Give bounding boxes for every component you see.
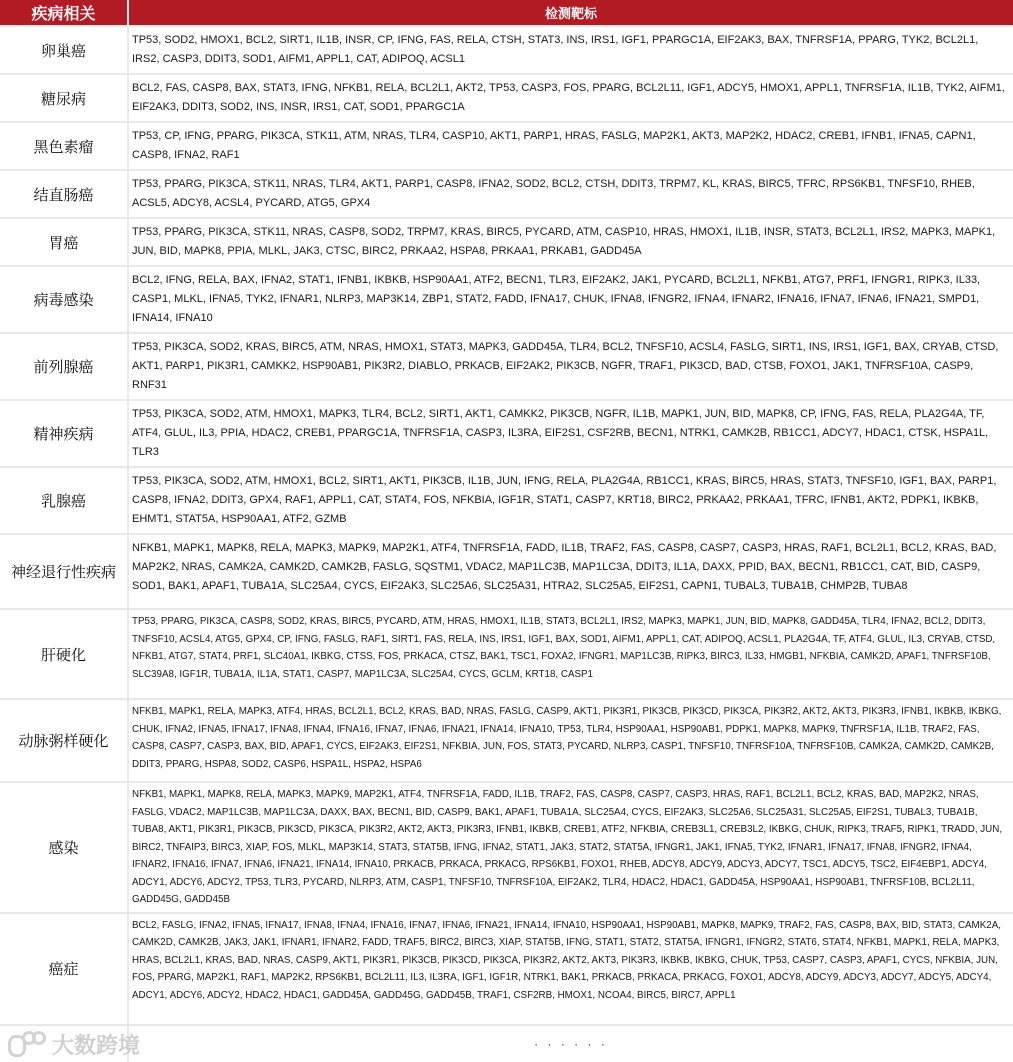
disease-name: 结直肠癌 — [0, 171, 127, 217]
disease-name: 胃癌 — [0, 219, 127, 265]
target-list: TP53, PIK3CA, SOD2, KRAS, BIRC5, ATM, NRAS, HMOX1, STAT3, MAPK3, GADD45A, TLR4, BCL2, TNFSF10, ACSL4, FASLG, SIRT1, INS, IRS1, IGF1, BAX, CRYAB, CTSD, AKT1, PARP1, PIK3R1, CAMKK2, HSP90AB1, PIK3R2, DIABLO, PRKACB, EIF2AK2, PIK3CB, NGFR, TRAF1, PIK3CD, BAD, CTSB, FOXO1, JAK1, TNFRSF10A, CASP9, RNF31 — [129, 334, 1013, 399]
disease-name: 乳腺癌 — [0, 468, 127, 533]
target-list: NFKB1, MAPK1, MAPK8, RELA, MAPK3, MAPK9, MAP2K1, ATF4, TNFRSF1A, FADD, IL1B, TRAF2, FAS, CASP8, CASP7, CASP3, HRAS, RAF1, BCL2L1, BCL2, KRAS, BAD, MAP2K2, NRAS, CAMK2A, CAMK2D, CAMK2B, FASLG, SQSTM1, VDAC2, MAP1LC3B, MAP1LC3A, DDIT3, IL1A, DAXX, PPID, BAX, BECN1, RB1CC1, CAT, BID, CASP9, SOD1, BAK1, APAF1, TUBA1A, SLC25A4, CYCS, EIF2AK3, SLC25A6, SLC25A31, HTRA2, SLC25A5, EIF2S1, CAPN1, TUBAL3, TUBA1B, CHMP2B, TUBA8 — [129, 535, 1013, 608]
target-list: TP53, PIK3CA, SOD2, ATM, HMOX1, BCL2, SIRT1, AKT1, PIK3CB, IL1B, JUN, IFNG, RELA, PLA2G4A, RB1CC1, KRAS, BIRC5, HRAS, STAT3, TNFSF10, IGF1, BAX, PARP1, CASP8, IFNA2, DDIT3, GPX4, RAF1, APPL1, CAT, STAT4, FOS, NFKBIA, IGF1R, STAT1, CASP7, KRT18, BIRC2, PRKAA2, PRKAA1, TFRC, IFNB1, AKT2, PDPK1, IKBKB, EHMT1, STAT5A, HSP90AA1, ATF2, GZMB — [129, 468, 1013, 533]
target-list: TP53, PPARG, PIK3CA, CASP8, SOD2, KRAS, BIRC5, PYCARD, ATM, HRAS, HMOX1, IL1B, STAT3, BCL2L1, IRS2, MAPK3, MAPK1, JUN, BID, MAPK8, GADD45A, TLR4, IFNA2, BCL2, DDIT3, TNFSF10, ACSL4, ATG5, GPX4, CP, IFNG, FASLG, RAF1, SIRT1, FAS, RELA, INS, IRS1, IGF1, BAX, SOD1, AIFM1, APPL1, CAT, ADIPOQ, ACSL1, PLA2G4A, TF, ATF4, GLUL, IL3, CRYAB, CTSD, NFKB1, ATG7, STAT4, PRF1, SLC40A1, IKBKG, CTSS, FOS, PRKACA, CTSZ, BAK1, TSC1, FOXA2, IFNGR1, MAP1LC3B, RIPK3, BIRC3, IL33, HMGB1, NFKBIA, CAMK2D, APAF1, TNFRSF10B, SLC39A8, IGF1R, TUBA1A, IL1A, STAT1, CASP7, MAP1LC3A, SLC25A4, CYCS, GCLM, KRT18, CASP1 — [129, 610, 1013, 698]
target-list: TP53, SOD2, HMOX1, BCL2, SIRT1, IL1B, INSR, CP, IFNG, FAS, RELA, CTSH, STAT3, INS, IRS1, IGF1, PPARGC1A, EIF2AK3, BAX, TNFRSF1A, PPARG, TYK2, BCL2L1, IRS2, CASP3, DDIT3, SOD1, AIFM1, APPL1, CAT, ADIPOQ, ACSL1 — [129, 27, 1013, 73]
header-targets: 检测靶标 — [129, 0, 1013, 25]
watermark-text: 大数跨境 — [52, 1032, 141, 1058]
disease-name: 动脉粥样硬化 — [0, 700, 127, 781]
target-list: TP53, PPARG, PIK3CA, STK11, NRAS, CASP8, SOD2, TRPM7, KRAS, BIRC5, PYCARD, ATM, CASP10, HRAS, HMOX1, IL1B, INSR, STAT3, BCL2L1, IRS2, MAPK3, MAPK1, JUN, BID, MAPK8, PPIA, MLKL, JAK3, CTSC, BIRC2, PRKAA2, HSPA8, PRKAA1, PRKAB1, GADD45A — [129, 219, 1013, 265]
empty-cell — [0, 1026, 127, 1062]
target-list: BCL2, IFNG, RELA, BAX, IFNA2, STAT1, IFNB1, IKBKB, HSP90AA1, ATF2, BECN1, TLR3, EIF2AK2, JAK1, PYCARD, BCL2L1, NFKB1, ATG7, PRF1, IFNGR1, RIPK3, IL33, CASP1, MLKL, IFNA5, TYK2, IFNAR1, NLRP3, MAP3K14, ZBP1, STAT2, FADD, IFNA17, CHUK, IFNA8, IFNGR2, IFNA4, IFNAR2, IFNA16, IFNA7, IFNA6, IFNA21, SMPD1, IFNA14, IFNA10 — [129, 267, 1013, 332]
disease-name: 前列腺癌 — [0, 334, 127, 399]
target-list: BCL2, FASLG, IFNA2, IFNA5, IFNA17, IFNA8, IFNA4, IFNA16, IFNA7, IFNA6, IFNA21, IFNA14, IFNA10, HSP90AA1, HSP90AB1, MAPK8, MAPK9, TRAF2, FAS, CASP8, BAX, BID, STAT3, CAMK2A, CAMK2D, CAMK2B, JAK3, JAK1, IFNAR1, IFNAR2, FADD, TRAF5, BIRC2, BIRC3, XIAP, STAT5B, IFNG, STAT1, STAT2, STAT5A, IFNGR1, IFNGR2, STAT6, STAT4, NFKB1, MAPK1, RELA, MAPK3, HRAS, BCL2L1, KRAS, BAD, NRAS, CASP9, AKT1, PIK3R1, PIK3CB, PIK3CD, PIK3CA, PIK3R2, AKT2, AKT3, PIK3R3, IKBKB, IKBKG, CHUK, TP53, CASP7, CASP3, APAF1, CYCS, NFKBIA, JUN, FOS, PPARG, MAP2K1, RAF1, MAP2K2, RPS6KB1, BCL2L11, IL3, IL3RA, IGF1, IGF1R, NTRK1, BAK1, PRKACB, PRKACA, PRKACG, FOXO1, ADCY8, ADCY9, ADCY3, ADCY7, ADCY5, ADCY4, ADCY1, ADCY6, ADCY2, HDAC2, HDAC1, GADD45A, GADD45G, GADD45B, TRAF1, CSF2RB, HMOX1, NCOA4, BIRC5, BIRC7, APPL1 — [129, 914, 1013, 1024]
disease-name: 卵巢癌 — [0, 27, 127, 73]
disease-name: 感染 — [0, 783, 127, 912]
target-list: NFKB1, MAPK1, RELA, MAPK3, ATF4, HRAS, BCL2L1, BCL2, KRAS, BAD, NRAS, FASLG, CASP9, AKT1, PIK3R1, PIK3CB, PIK3CD, PIK3CA, PIK3R2, AKT2, AKT3, PIK3R3, IFNB1, IKBKB, IKBKG, CHUK, IFNA2, IFNA5, IFNA17, IFNA8, IFNA4, IFNA16, IFNA7, IFNA6, IFNA21, IFNA14, IFNA10, TP53, TLR4, HSP90AA1, HSP90AB1, PDPK1, MAPK8, MAPK9, TNFRSF1A, IL1B, TRAF2, FAS, CASP8, CASP7, CASP3, BAX, BID, APAF1, CYCS, EIF2AK3, EIF2S1, NFKBIA, JUN, FOS, STAT3, PYCARD, NLRP3, CASP1, TNFSF10, TNFRSF10A, TNFRSF10B, CAMK2A, CAMK2D, CAMK2B, DDIT3, PPARG, HSPA8, SOD2, CASP6, HSPA1L, HSPA2, HSPA6 — [129, 700, 1013, 781]
disease-name: 癌症 — [0, 914, 127, 1024]
target-list: BCL2, FAS, CASP8, BAX, STAT3, IFNG, NFKB1, RELA, BCL2L1, AKT2, TP53, CASP3, FOS, PPARG, BCL2L11, IGF1, ADCY5, HMOX1, APPL1, TNFRSF1A, IL1B, TYK2, AIFM1, EIF2AK3, DDIT3, SOD2, INS, INSR, IRS1, CAT, SOD1, PPARGC1A — [129, 75, 1013, 121]
disease-name: 病毒感染 — [0, 267, 127, 332]
target-list: TP53, CP, IFNG, PPARG, PIK3CA, STK11, ATM, NRAS, TLR4, CASP10, AKT1, PARP1, HRAS, FASLG, MAP2K1, AKT3, MAP2K2, HDAC2, CREB1, IFNB1, IFNA5, CAPN1, CASP8, IFNA2, RAF1 — [129, 123, 1013, 169]
more-ellipsis: · · · · · · — [129, 1026, 1013, 1062]
target-list: TP53, PIK3CA, SOD2, ATM, HMOX1, MAPK3, TLR4, BCL2, SIRT1, AKT1, CAMKK2, PIK3CB, NGFR, IL1B, MAPK1, JUN, BID, MAPK8, CP, IFNG, FAS, RELA, PLA2G4A, TF, ATF4, GLUL, IL3, PPIA, HDAC2, CREB1, PPARGC1A, TNFRSF1A, CASP3, IL3RA, EIF2S1, CSF2RB, BECN1, NTRK1, CAMK2B, RB1CC1, ADCY7, HDAC1, CTSK, HSPA1L, TLR3 — [129, 401, 1013, 466]
disease-name: 糖尿病 — [0, 75, 127, 121]
target-list: TP53, PPARG, PIK3CA, STK11, NRAS, TLR4, AKT1, PARP1, CASP8, IFNA2, SOD2, BCL2, CTSH, DDIT3, TRPM7, KL, KRAS, BIRC5, TFRC, RPS6KB1, TNFSF10, RHEB, ACSL5, ADCY8, ACSL4, PYCARD, ATG5, GPX4 — [129, 171, 1013, 217]
disease-name: 黑色素瘤 — [0, 123, 127, 169]
disease-name: 精神疾病 — [0, 401, 127, 466]
disease-name: 神经退行性疾病 — [0, 535, 127, 608]
target-list: NFKB1, MAPK1, MAPK8, RELA, MAPK3, MAPK9, MAP2K1, ATF4, TNFRSF1A, FADD, IL1B, TRAF2, FAS, CASP8, CASP7, CASP3, HRAS, RAF1, BCL2L1, BCL2, KRAS, BAD, MAP2K2, NRAS, FASLG, VDAC2, MAP1LC3B, MAP1LC3A, DAXX, BAX, BECN1, BID, CASP9, BAK1, APAF1, TUBA1A, SLC25A4, CYCS, EIF2AK3, SLC25A6, SLC25A31, SLC25A5, EIF2S1, TUBAL3, TUBA1B, TUBA8, AKT1, PIK3R1, PIK3CB, PIK3CD, PIK3CA, PIK3R2, AKT2, AKT3, PIK3R3, IFNB1, IKBKB, CREB1, ATF2, NFKBIA, CREB3L1, CREB3L2, IKBKG, CHUK, RIPK3, TRAF5, RIPK1, TRADD, JUN, BIRC2, TNFAIP3, BIRC3, XIAP, FOS, MLKL, MAP3K14, STAT3, STAT5B, IFNG, IFNA2, STAT1, JAK3, STAT2, STAT5A, IFNGR1, JAK1, IFNA5, TYK2, IFNAR1, IFNA17, IFNA8, IFNGR2, IFNA4, IFNAR2, IFNA16, IFNA7, IFNA6, IFNA21, IFNA14, IFNA10, PRKACB, PRKACA, PRKACG, RPS6KB1, FOXO1, RHEB, ADCY8, ADCY9, ADCY3, ADCY7, TSC1, ADCY5, TSC2, EIF4EBP1, ADCY4, ADCY1, ADCY6, ADCY2, TP53, TLR3, PYCARD, NLRP3, ATM, CASP1, TNFSF10, TNFRSF10A, EIF2AK2, TLR4, HDAC2, HDAC1, GADD45A, HSP90AA1, HSP90AB1, TNFRSF10B, BCL2L11, GADD45G, GADD45B — [129, 783, 1013, 912]
disease-name: 肝硬化 — [0, 610, 127, 698]
header-disease: 疾病相关 — [0, 0, 127, 25]
